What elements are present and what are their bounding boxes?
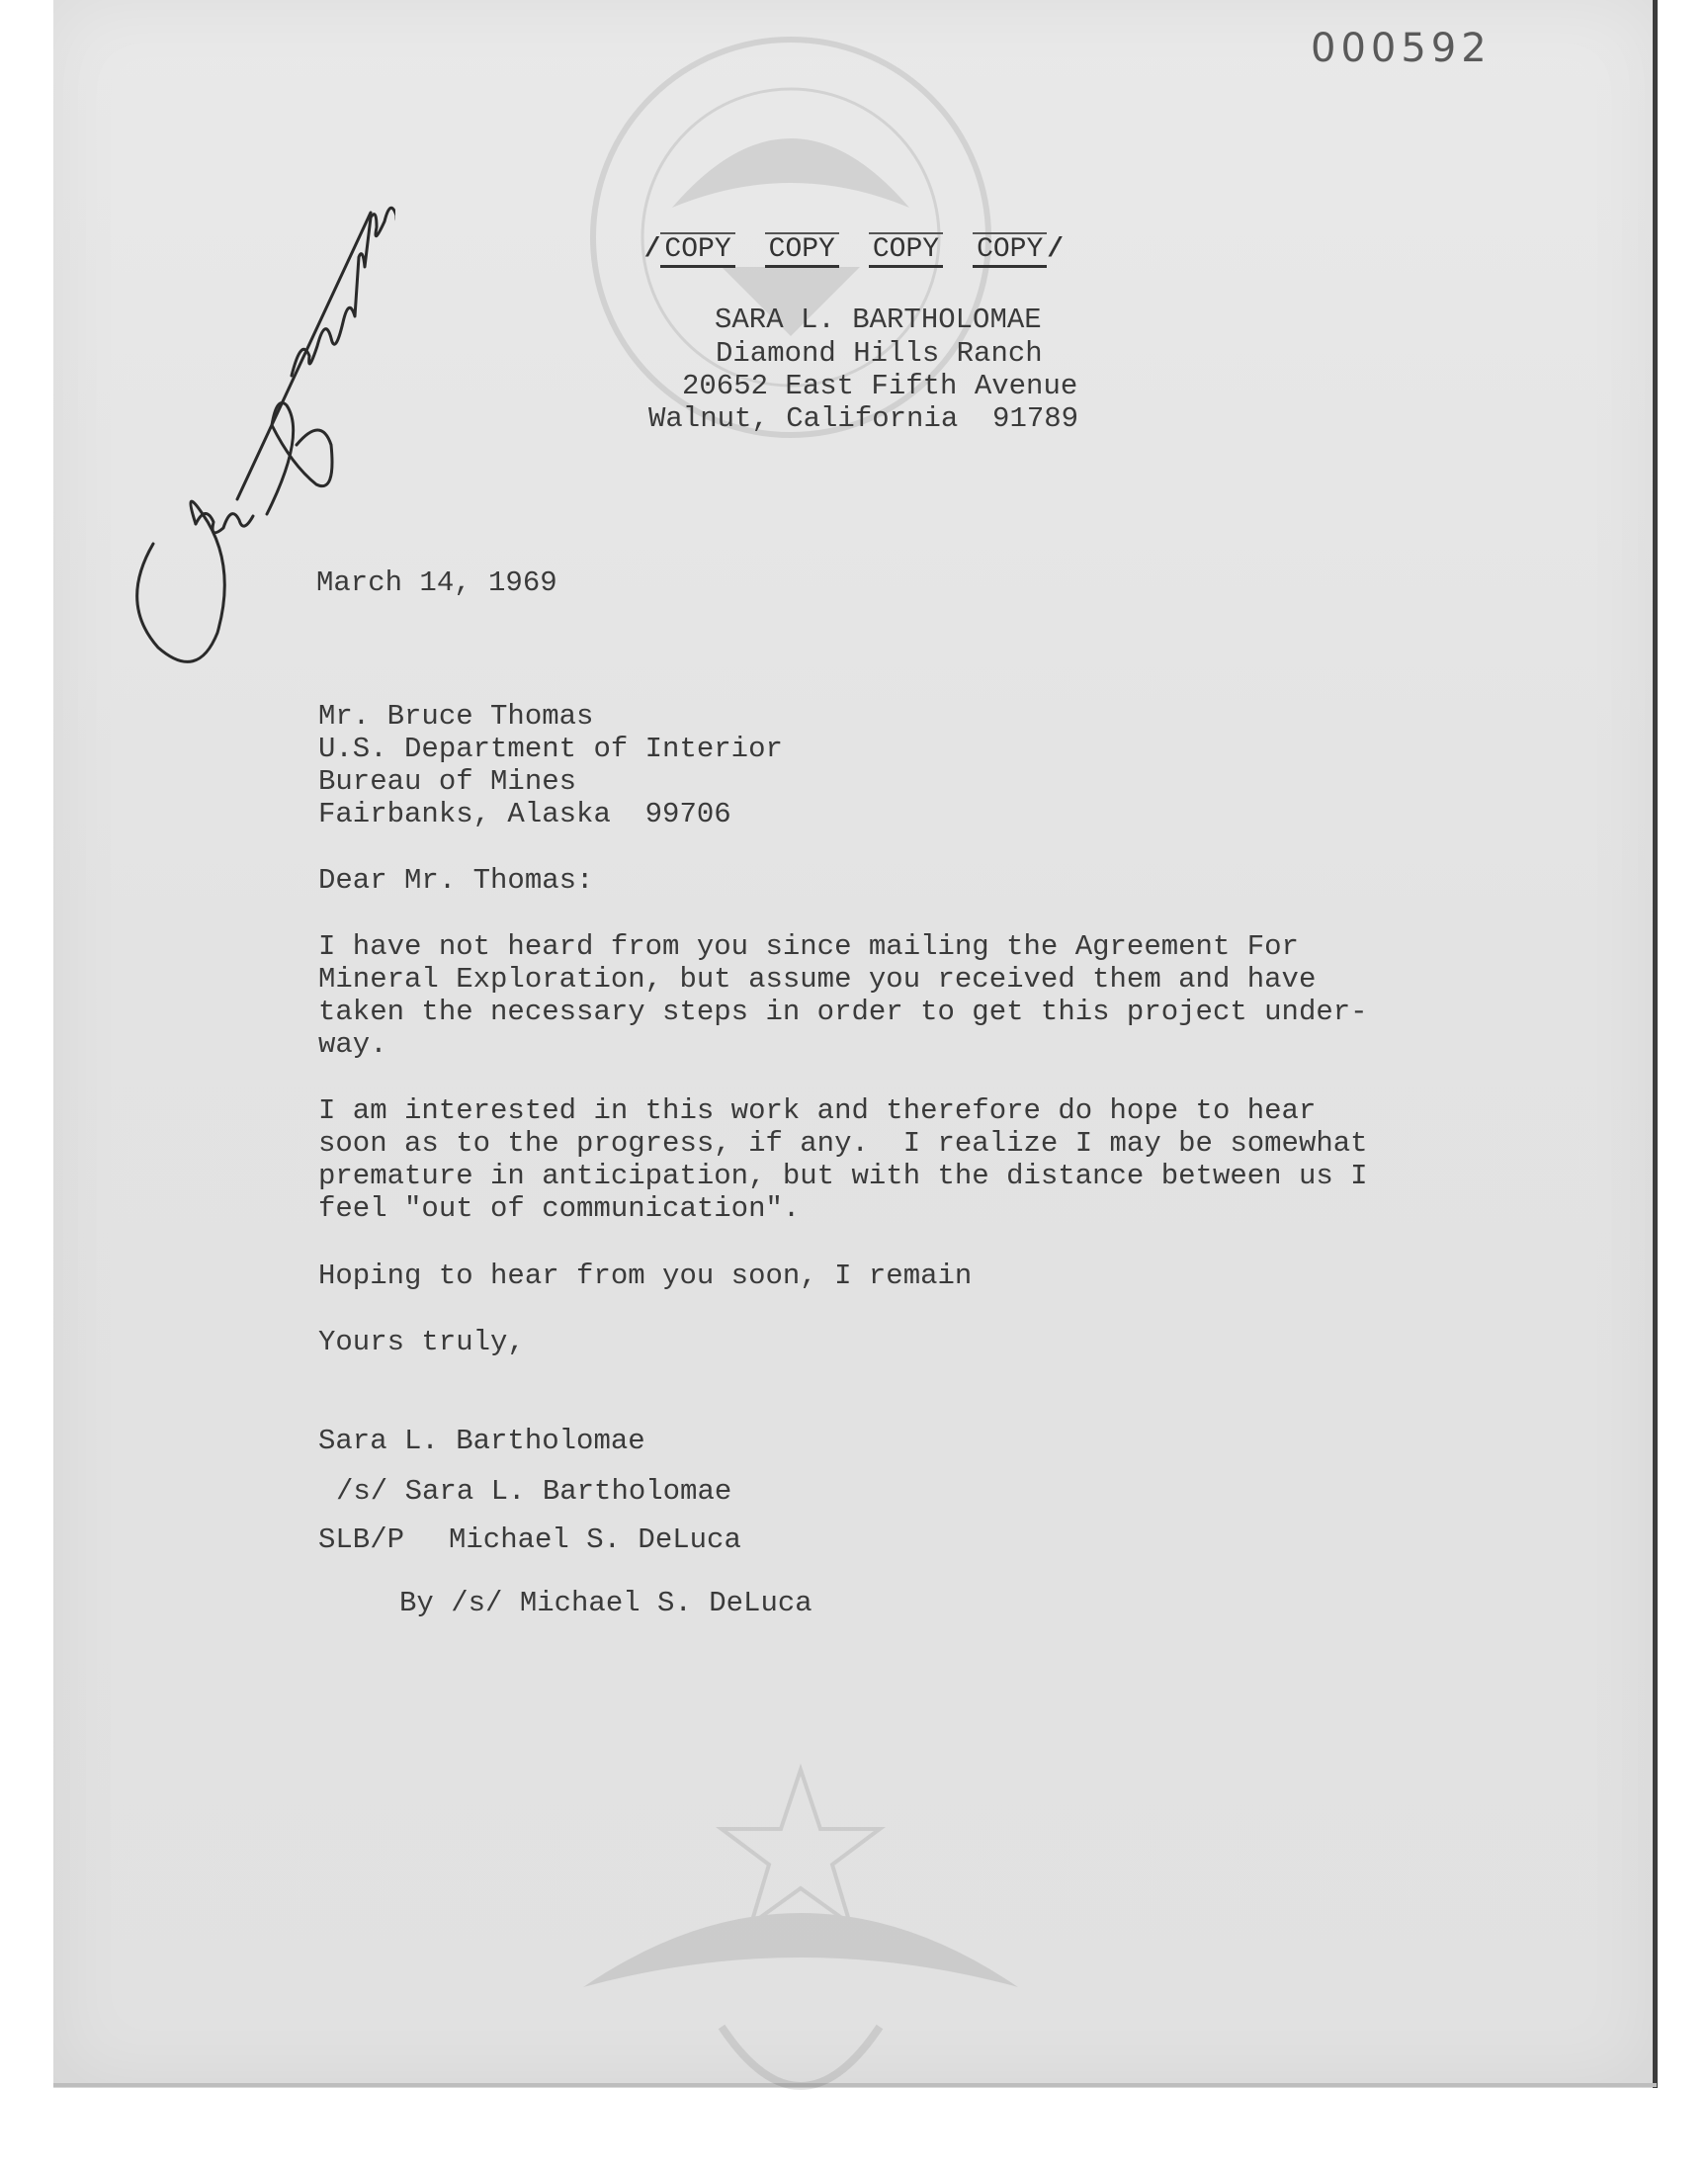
watermark-seal-bottom <box>524 1750 1077 2165</box>
letter-date: March 14, 1969 <box>316 566 557 599</box>
agent-name: Michael S. DeLuca <box>449 1523 741 1556</box>
letterhead-line: Diamond Hills Ranch <box>716 337 1043 370</box>
by-line: By /s/ Michael S. DeLuca <box>399 1587 812 1619</box>
copy-marks-slash-right: / <box>1047 234 1065 265</box>
letterhead-line: 20652 East Fifth Avenue <box>682 370 1078 402</box>
signed-line: /s/ Sara L. Bartholomae <box>336 1475 732 1508</box>
paragraph-line: I have not heard from you since mailing the Agreement For <box>318 930 1299 963</box>
copy-mark: COPY <box>869 232 943 268</box>
valediction: Yours truly, <box>318 1326 525 1358</box>
paragraph-line: way. <box>318 1028 387 1061</box>
salutation: Dear Mr. Thomas: <box>318 864 594 897</box>
recipient-city: Fairbanks, Alaska 99706 <box>318 798 731 830</box>
paragraph-line: I am interested in this work and therefore do hope to hear <box>318 1094 1317 1127</box>
letterhead-line: Walnut, California 91789 <box>648 402 1079 435</box>
copy-mark: COPY <box>973 232 1047 268</box>
signer-name: Sara L. Bartholomae <box>318 1425 645 1457</box>
document-stamp-number: 000592 <box>1311 26 1492 71</box>
body-paragraph <box>318 930 1366 1061</box>
copy-mark: COPY <box>660 232 734 268</box>
paragraph-line: premature in anticipation, but with the distance between us I <box>318 1160 1368 1192</box>
paragraph-line: Mineral Exploration, but assume you received them and have <box>318 963 1317 996</box>
recipient-dept: Bureau of Mines <box>318 765 577 798</box>
copy-marks <box>611 202 1064 268</box>
paragraph-line: feel "out of communication". <box>318 1192 801 1225</box>
closing-line: Hoping to hear from you soon, I remain <box>318 1260 973 1292</box>
paragraph-line: soon as to the progress, if any. I realize I may be somewhat <box>318 1127 1368 1160</box>
copy-mark: COPY <box>765 232 839 268</box>
copy-marks-slash-left: / <box>643 234 661 265</box>
body-paragraph <box>318 1094 1366 1225</box>
recipient-org: U.S. Department of Interior <box>318 733 783 765</box>
recipient-name: Mr. Bruce Thomas <box>318 700 594 733</box>
page-edge <box>1653 0 1658 2088</box>
letterhead-name: SARA L. BARTHOLOMAE <box>715 304 1042 336</box>
handwritten-signature <box>99 49 395 722</box>
typist-initials: SLB/P <box>318 1523 405 1556</box>
paragraph-line: taken the necessary steps in order to get this project under- <box>318 996 1368 1028</box>
